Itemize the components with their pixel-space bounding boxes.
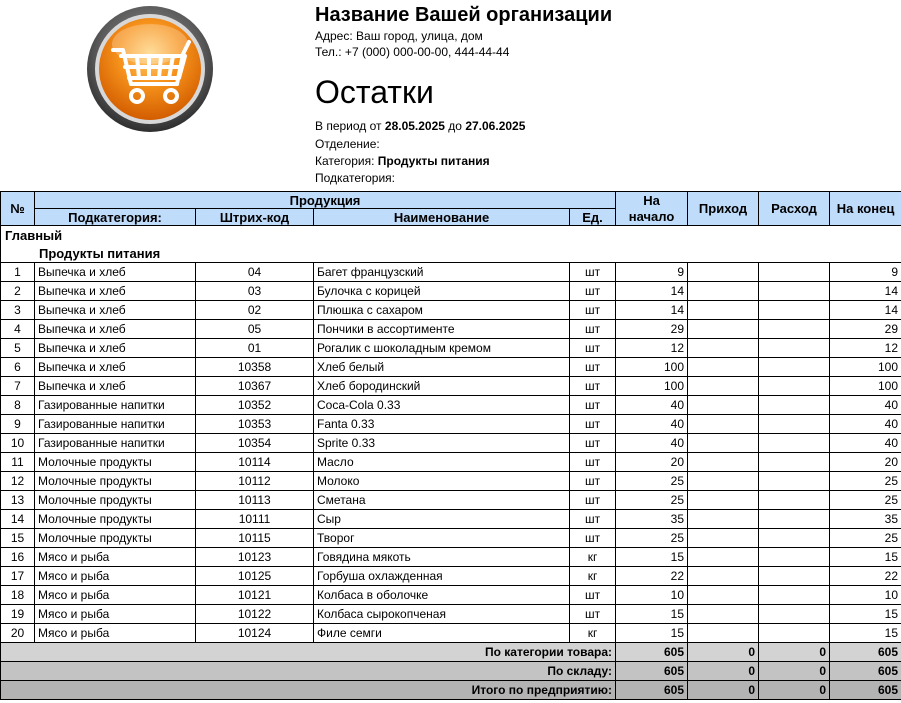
cell-sub: Молочные продукты <box>35 453 196 472</box>
cell-code: 10121 <box>196 586 314 605</box>
cell-name: Горбуша охлажденная <box>314 567 570 586</box>
cell-expense <box>759 529 830 548</box>
cell-n: 20 <box>1 624 35 643</box>
cell-income <box>688 510 759 529</box>
cell-name: Fanta 0.33 <box>314 415 570 434</box>
cell-code: 01 <box>196 339 314 358</box>
cell-expense <box>759 358 830 377</box>
cell-sub: Газированные напитки <box>35 434 196 453</box>
cell-end: 25 <box>830 472 901 491</box>
cell-income <box>688 263 759 282</box>
cell-code: 10111 <box>196 510 314 529</box>
cell-sub: Газированные напитки <box>35 415 196 434</box>
header-start: На начало <box>616 192 688 226</box>
table-row <box>1 320 901 339</box>
cell-income <box>688 434 759 453</box>
table-row <box>1 377 901 396</box>
cell-name: Колбаса в оболочке <box>314 586 570 605</box>
cell-code: 10367 <box>196 377 314 396</box>
cell-sub: Газированные напитки <box>35 396 196 415</box>
cell-unit: шт <box>570 529 616 548</box>
cell-income <box>688 624 759 643</box>
table-row <box>1 282 901 301</box>
header-end: На конец <box>830 192 901 226</box>
cell-start: 15 <box>616 548 688 567</box>
cell-expense <box>759 415 830 434</box>
total-row <box>1 662 901 681</box>
table-row <box>1 396 901 415</box>
cell-code: 10124 <box>196 624 314 643</box>
total-start: 605 <box>616 662 688 681</box>
cell-end: 15 <box>830 605 901 624</box>
cell-n: 8 <box>1 396 35 415</box>
cell-start: 40 <box>616 396 688 415</box>
cell-code: 10113 <box>196 491 314 510</box>
table-row <box>1 548 901 567</box>
table-row <box>1 624 901 643</box>
cell-income <box>688 339 759 358</box>
cell-expense <box>759 434 830 453</box>
cell-income <box>688 567 759 586</box>
cell-name: Масло <box>314 453 570 472</box>
cell-unit: шт <box>570 605 616 624</box>
cell-end: 40 <box>830 396 901 415</box>
cell-code: 10112 <box>196 472 314 491</box>
cell-end: 35 <box>830 510 901 529</box>
cell-sub: Выпечка и хлеб <box>35 282 196 301</box>
total-row <box>1 643 901 662</box>
cell-start: 15 <box>616 624 688 643</box>
cell-sub: Молочные продукты <box>35 491 196 510</box>
cell-expense <box>759 510 830 529</box>
total-expense: 0 <box>759 643 830 662</box>
cell-unit: шт <box>570 282 616 301</box>
cell-n: 10 <box>1 434 35 453</box>
cell-expense <box>759 548 830 567</box>
cell-n: 15 <box>1 529 35 548</box>
cell-end: 14 <box>830 301 901 320</box>
cell-end: 20 <box>830 453 901 472</box>
cell-income <box>688 301 759 320</box>
total-income: 0 <box>688 681 759 700</box>
cell-unit: шт <box>570 415 616 434</box>
period-prefix: В период от <box>315 119 382 133</box>
cell-n: 11 <box>1 453 35 472</box>
cell-n: 12 <box>1 472 35 491</box>
cell-start: 9 <box>616 263 688 282</box>
category-label: Категория: <box>315 154 375 168</box>
cell-start: 29 <box>616 320 688 339</box>
cell-expense <box>759 282 830 301</box>
department-label: Отделение: <box>315 137 380 151</box>
cell-income <box>688 396 759 415</box>
table-row <box>1 510 901 529</box>
cell-expense <box>759 320 830 339</box>
cell-code: 03 <box>196 282 314 301</box>
cell-end: 29 <box>830 320 901 339</box>
cell-code: 10122 <box>196 605 314 624</box>
category-value: Продукты питания <box>377 154 490 168</box>
cell-expense <box>759 301 830 320</box>
table-row <box>1 301 901 320</box>
cell-expense <box>759 339 830 358</box>
cell-n: 1 <box>1 263 35 282</box>
cell-end: 25 <box>830 491 901 510</box>
cell-name: Филе семги <box>314 624 570 643</box>
cell-name: Рогалик с шоколадным кремом <box>314 339 570 358</box>
cell-unit: кг <box>570 624 616 643</box>
cell-n: 5 <box>1 339 35 358</box>
cell-code: 10125 <box>196 567 314 586</box>
cell-sub: Мясо и рыба <box>35 586 196 605</box>
header-name: Наименование <box>314 209 570 226</box>
cell-name: Плюшка с сахаром <box>314 301 570 320</box>
cell-code: 10114 <box>196 453 314 472</box>
cell-start: 25 <box>616 529 688 548</box>
cell-name: Творог <box>314 529 570 548</box>
cell-unit: шт <box>570 320 616 339</box>
cell-start: 12 <box>616 339 688 358</box>
cell-code: 10353 <box>196 415 314 434</box>
total-expense: 0 <box>759 681 830 700</box>
cell-n: 18 <box>1 586 35 605</box>
cell-income <box>688 282 759 301</box>
header-product-group: Продукция <box>35 192 616 209</box>
cell-n: 3 <box>1 301 35 320</box>
cell-name: Сметана <box>314 491 570 510</box>
header-expense: Расход <box>759 192 830 226</box>
table-row <box>1 358 901 377</box>
subcategory-label: Подкатегория: <box>315 171 395 185</box>
total-label: По категории товара: <box>1 643 616 662</box>
cell-n: 16 <box>1 548 35 567</box>
organization-name: Название Вашей организации <box>315 4 613 26</box>
cell-n: 2 <box>1 282 35 301</box>
cell-unit: шт <box>570 358 616 377</box>
cell-sub: Выпечка и хлеб <box>35 339 196 358</box>
cell-income <box>688 605 759 624</box>
cell-name: Хлеб бородинский <box>314 377 570 396</box>
table-row <box>1 415 901 434</box>
cell-unit: шт <box>570 301 616 320</box>
cell-income <box>688 491 759 510</box>
cell-end: 40 <box>830 415 901 434</box>
table-row <box>1 491 901 510</box>
cell-sub: Мясо и рыба <box>35 548 196 567</box>
cell-unit: шт <box>570 377 616 396</box>
cell-expense <box>759 605 830 624</box>
total-expense: 0 <box>759 662 830 681</box>
table-row <box>1 605 901 624</box>
cell-start: 25 <box>616 472 688 491</box>
cell-expense <box>759 396 830 415</box>
cell-end: 10 <box>830 586 901 605</box>
cell-name: Колбаса сырокопченая <box>314 605 570 624</box>
cell-end: 14 <box>830 282 901 301</box>
department-line <box>315 137 380 151</box>
cell-end: 100 <box>830 358 901 377</box>
document-title: Остатки <box>315 74 434 110</box>
cell-n: 6 <box>1 358 35 377</box>
header-subcategory: Подкатегория: <box>35 209 196 226</box>
cell-start: 40 <box>616 434 688 453</box>
cell-start: 20 <box>616 453 688 472</box>
cell-unit: шт <box>570 472 616 491</box>
logo <box>85 4 215 134</box>
cell-start: 14 <box>616 282 688 301</box>
cell-unit: шт <box>570 510 616 529</box>
cell-expense <box>759 263 830 282</box>
organization-address: Адрес: Ваш город, улица, дом <box>315 29 483 43</box>
cell-code: 10358 <box>196 358 314 377</box>
group-warehouse: Главный <box>1 226 901 245</box>
cell-income <box>688 320 759 339</box>
cell-name: Молоко <box>314 472 570 491</box>
shopping-cart-icon <box>85 4 215 134</box>
cell-expense <box>759 567 830 586</box>
header-num: № <box>1 192 35 226</box>
stock-table <box>0 191 901 700</box>
cell-sub: Мясо и рыба <box>35 567 196 586</box>
table-row <box>1 453 901 472</box>
cell-expense <box>759 491 830 510</box>
cell-code: 10352 <box>196 396 314 415</box>
cell-unit: шт <box>570 586 616 605</box>
cell-name: Пончики в ассортименте <box>314 320 570 339</box>
cell-start: 25 <box>616 491 688 510</box>
organization-phone: Тел.: +7 (000) 000-00-00, 444-44-44 <box>315 45 510 59</box>
cell-income <box>688 358 759 377</box>
cell-end: 100 <box>830 377 901 396</box>
cell-name: Coca-Cola 0.33 <box>314 396 570 415</box>
cell-unit: шт <box>570 396 616 415</box>
cell-name: Сыр <box>314 510 570 529</box>
total-income: 0 <box>688 643 759 662</box>
cell-income <box>688 529 759 548</box>
cell-income <box>688 377 759 396</box>
cell-income <box>688 415 759 434</box>
cell-sub: Выпечка и хлеб <box>35 377 196 396</box>
cell-n: 17 <box>1 567 35 586</box>
date-from: 28.05.2025 <box>384 119 445 133</box>
table-row <box>1 472 901 491</box>
cell-name: Хлеб белый <box>314 358 570 377</box>
table-row <box>1 263 901 282</box>
total-end: 605 <box>830 643 901 662</box>
cell-unit: шт <box>570 263 616 282</box>
cell-income <box>688 472 759 491</box>
cell-expense <box>759 624 830 643</box>
total-label: Итого по предприятию: <box>1 681 616 700</box>
cell-n: 19 <box>1 605 35 624</box>
total-start: 605 <box>616 681 688 700</box>
cell-end: 15 <box>830 548 901 567</box>
cell-sub: Выпечка и хлеб <box>35 263 196 282</box>
cell-end: 40 <box>830 434 901 453</box>
cell-code: 05 <box>196 320 314 339</box>
cell-end: 22 <box>830 567 901 586</box>
cell-name: Sprite 0.33 <box>314 434 570 453</box>
cell-sub: Молочные продукты <box>35 510 196 529</box>
cell-start: 40 <box>616 415 688 434</box>
date-to: 27.06.2025 <box>465 119 526 133</box>
cell-expense <box>759 453 830 472</box>
cell-start: 100 <box>616 358 688 377</box>
cell-n: 13 <box>1 491 35 510</box>
period-mid: до <box>448 119 462 133</box>
cell-code: 10354 <box>196 434 314 453</box>
total-label: По складу: <box>1 662 616 681</box>
cell-end: 12 <box>830 339 901 358</box>
cell-name: Багет французский <box>314 263 570 282</box>
cell-code: 10115 <box>196 529 314 548</box>
total-income: 0 <box>688 662 759 681</box>
cell-unit: шт <box>570 434 616 453</box>
total-start: 605 <box>616 643 688 662</box>
cell-end: 25 <box>830 529 901 548</box>
total-end: 605 <box>830 662 901 681</box>
cell-name: Булочка с корицей <box>314 282 570 301</box>
cell-sub: Выпечка и хлеб <box>35 358 196 377</box>
cell-sub: Мясо и рыба <box>35 624 196 643</box>
cell-unit: кг <box>570 548 616 567</box>
cell-name: Говядина мякоть <box>314 548 570 567</box>
cell-code: 10123 <box>196 548 314 567</box>
cell-end: 9 <box>830 263 901 282</box>
cell-n: 7 <box>1 377 35 396</box>
table-row <box>1 339 901 358</box>
cell-income <box>688 453 759 472</box>
group-category: Продукты питания <box>1 244 901 263</box>
cell-code: 02 <box>196 301 314 320</box>
subcategory-line <box>315 171 395 185</box>
header-income: Приход <box>688 192 759 226</box>
cell-unit: шт <box>570 453 616 472</box>
table-row <box>1 586 901 605</box>
cell-expense <box>759 472 830 491</box>
cell-sub: Выпечка и хлеб <box>35 320 196 339</box>
cell-expense <box>759 586 830 605</box>
cell-sub: Молочные продукты <box>35 472 196 491</box>
cell-sub: Выпечка и хлеб <box>35 301 196 320</box>
cell-start: 15 <box>616 605 688 624</box>
table-row <box>1 567 901 586</box>
cell-expense <box>759 377 830 396</box>
cell-code: 04 <box>196 263 314 282</box>
cell-income <box>688 586 759 605</box>
cell-start: 10 <box>616 586 688 605</box>
cell-n: 4 <box>1 320 35 339</box>
cell-unit: шт <box>570 339 616 358</box>
header-unit: Ед. <box>570 209 616 226</box>
table-row <box>1 529 901 548</box>
period-line <box>315 119 525 133</box>
total-row <box>1 681 901 700</box>
cell-end: 15 <box>830 624 901 643</box>
cell-n: 14 <box>1 510 35 529</box>
category-line <box>315 154 490 168</box>
header-barcode: Штрих-код <box>196 209 314 226</box>
cell-start: 35 <box>616 510 688 529</box>
cell-sub: Молочные продукты <box>35 529 196 548</box>
cell-start: 22 <box>616 567 688 586</box>
cell-unit: кг <box>570 567 616 586</box>
cell-sub: Мясо и рыба <box>35 605 196 624</box>
table-row <box>1 434 901 453</box>
cell-unit: шт <box>570 491 616 510</box>
total-end: 605 <box>830 681 901 700</box>
cell-start: 100 <box>616 377 688 396</box>
cell-start: 14 <box>616 301 688 320</box>
cell-income <box>688 548 759 567</box>
cell-n: 9 <box>1 415 35 434</box>
